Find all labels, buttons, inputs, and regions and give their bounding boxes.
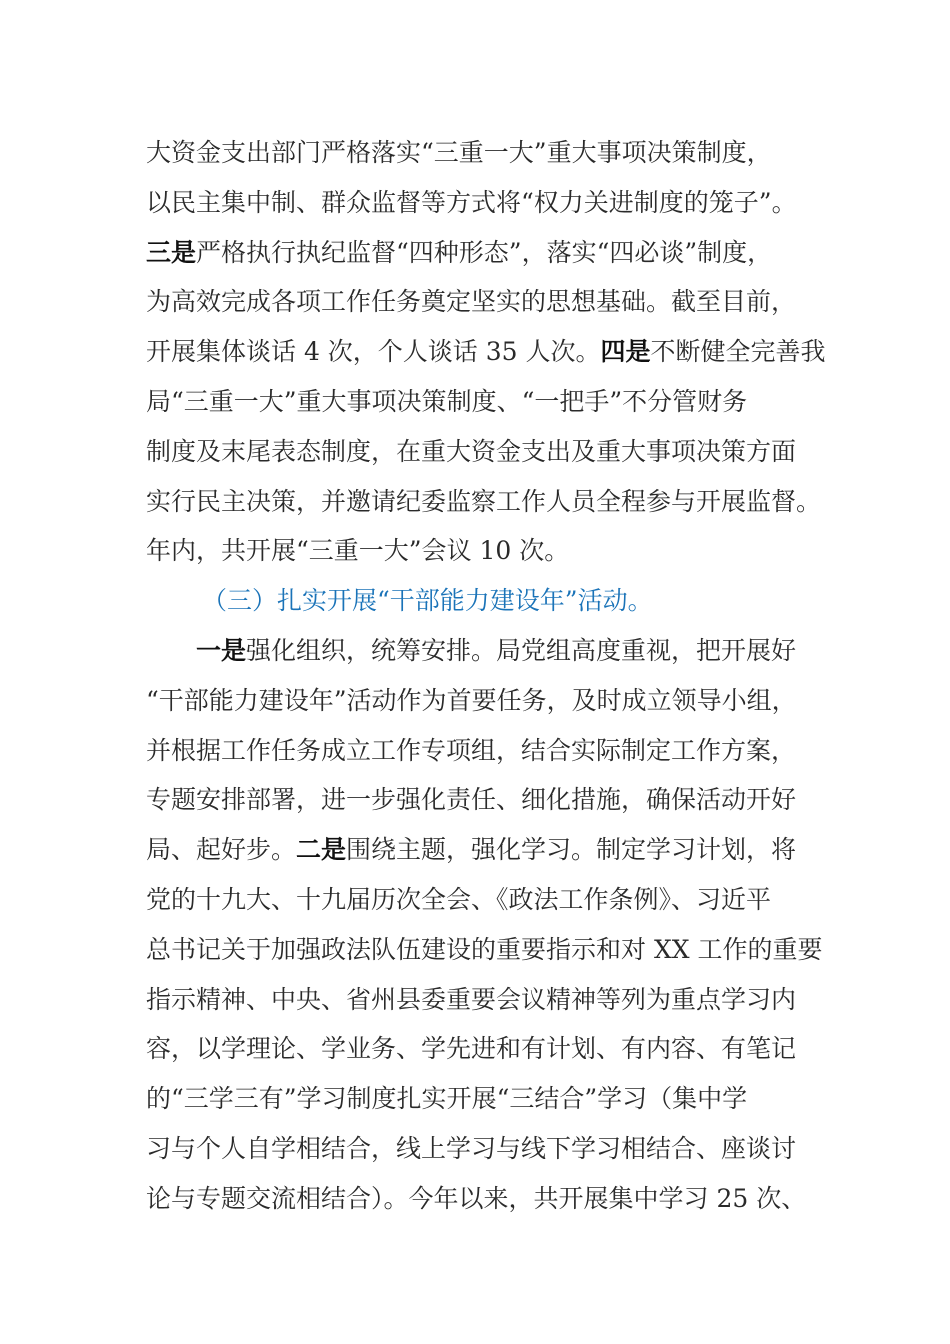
text-line <box>146 477 822 527</box>
text-line <box>146 676 806 726</box>
text-line <box>146 775 806 825</box>
line-text: 为高效完成各项工作任务奠定坚实的思想基础。截至目前， <box>146 287 797 317</box>
item-marker: 二是 <box>296 835 347 865</box>
text-line <box>146 925 823 975</box>
line-text: 实行民主决策，并邀请纪委监察工作人员全程参与开展监督。 <box>146 486 822 516</box>
text-line <box>146 377 806 427</box>
text-line <box>146 626 806 676</box>
line-text: 围绕主题，强化学习。制定学习计划，将 <box>346 835 797 865</box>
line-text: 容，以学理论、学业务、学先进和有计划、有内容、有笔记 <box>146 1034 797 1064</box>
text-line <box>146 228 806 278</box>
line-text: 制度及末尾表态制度，在重大资金支出及重大事项决策方面 <box>146 436 797 466</box>
line-text: 严格执行执纪监督“四种形态”，落实“四必谈”制度， <box>196 237 773 267</box>
text-line <box>146 1174 806 1224</box>
line-text: 开展集体谈话 4 次，个人谈话 35 人次。 <box>146 337 601 367</box>
line-text: 专题安排部署，进一步强化责任、细化措施，确保活动开好 <box>146 785 797 815</box>
text-line <box>146 277 806 327</box>
text-line <box>146 1074 806 1124</box>
text-line <box>146 1124 806 1174</box>
line-text: 不断健全完善我 <box>650 337 826 367</box>
item-marker: 四是 <box>600 337 651 367</box>
line-text: 论与专题交流相结合）。今年以来，共开展集中学习 25 次、 <box>146 1183 807 1213</box>
text-line <box>146 427 806 477</box>
line-text: 局“三重一大”重大事项决策制度、“一把手”不分管财务 <box>146 386 748 416</box>
text-line <box>146 1024 806 1074</box>
line-text: 大资金支出部门严格落实“三重一大”重大事项决策制度， <box>146 138 772 167</box>
line-text: 的“三学三有”学习制度扎实开展“三结合”学习（集中学 <box>146 1084 748 1114</box>
line-text: 党的十九大、十九届历次全会、《政法工作条例》、习近平 <box>146 884 772 914</box>
line-text: 指示精神、中央、省州县委重要会议精神等列为重点学习内 <box>146 984 797 1014</box>
line-text: 习与个人自学相结合，线上学习与线下学习相结合、座谈讨 <box>146 1133 797 1163</box>
line-text: 强化组织，统筹安排。局党组高度重视，把开展好 <box>246 635 797 665</box>
line-text: 以民主集中制、群众监督等方式将“权力关进制度的笼子”。 <box>146 187 797 217</box>
item-marker: 三是 <box>146 237 197 267</box>
text-line <box>146 327 826 377</box>
text-line <box>146 178 806 228</box>
line-text: 总书记关于加强政法队伍建设的重要指示和对 XX 工作的重要 <box>146 934 823 964</box>
document-body <box>146 128 826 1224</box>
text-line <box>146 526 806 576</box>
item-marker: 一是 <box>196 635 247 665</box>
line-text: “干部能力建设年”活动作为首要任务，及时成立领导小组， <box>146 685 797 715</box>
text-line <box>146 875 806 925</box>
line-text: 并根据工作任务成立工作专项组，结合实际制定工作方案， <box>146 735 797 765</box>
text-line <box>146 726 806 776</box>
text-line <box>146 975 806 1025</box>
text-line <box>146 825 806 875</box>
line-text: 局、起好步。 <box>146 835 297 865</box>
text-line <box>146 128 806 178</box>
heading-text: （三）扎实开展“干部能力建设年”活动。 <box>202 586 653 616</box>
line-text: 年内，共开展“三重一大”会议 10 次。 <box>146 536 570 566</box>
section-heading <box>146 576 806 626</box>
